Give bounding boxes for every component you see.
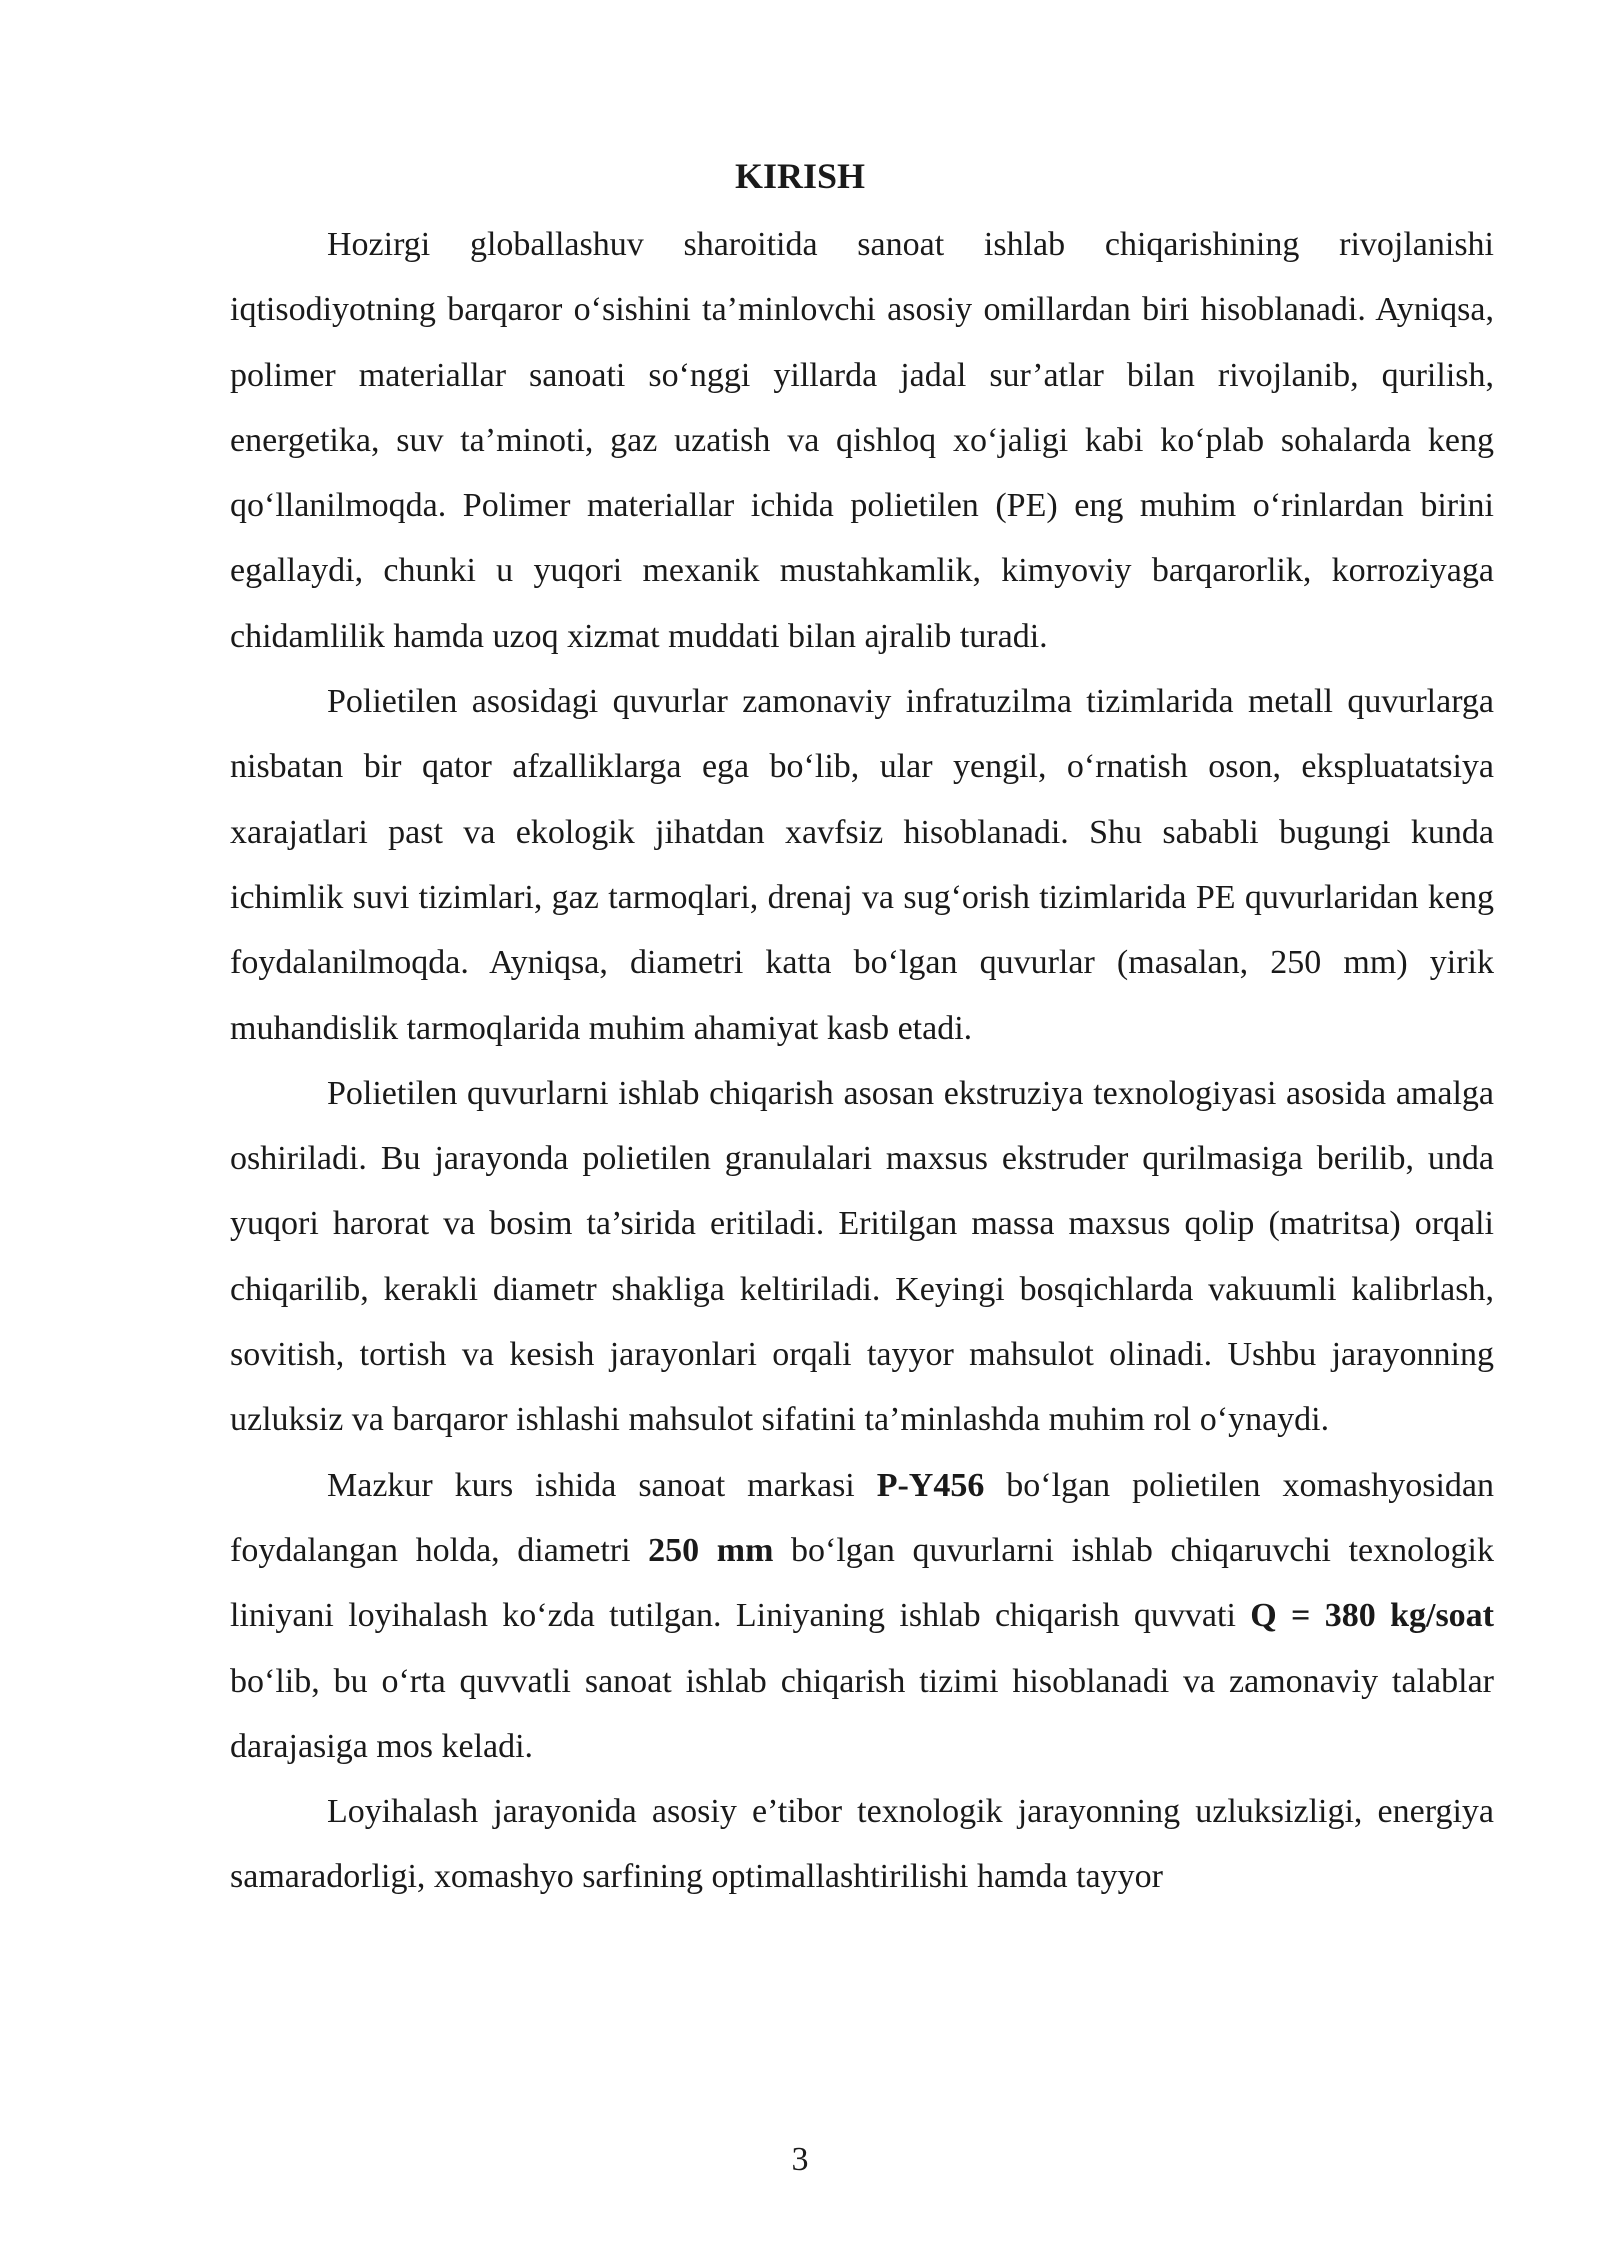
production-capacity: Q = 380 kg/soat [1250, 1597, 1494, 1635]
paragraph-3: Polietilen quvurlarni ishlab chiqarish asosan ekstruziya texnologiyasi asosida amalga oshiriladi. Bu jarayonda polietilen granulalari maxsus ekstruder qurilmasiga berilib, unda yuqori harorat va bosim ta’sirida eritiladi. Eritilgan massa maxsus qolip (matritsa) orqali chiqarilib, kerakli diametr shakliga keltiriladi. Keyingi bosqichlarda vakuumli kalibrlash, sovitish, tortish va kesish jarayonlari orqali tayyor mahsulot olinadi. Ushbu jarayonning uzluksiz va barqaror ishlashi mahsulot sifatini ta’minlashda muhim rol o‘ynaydi. [230, 1074, 1494, 1439]
section-title: KIRISH [734, 156, 866, 196]
paragraph-1: Hozirgi globallashuv sharoitida sanoat ishlab chiqarishining rivojlanishi iqtisodiyotning barqaror o‘sishini ta’minlovchi asosiy omillardan biri hisoblanadi. Ayniqsa, polimer materiallar sanoati so‘nggi yillarda jadal sur’atlar bilan rivojlanib, qurilish, energetika, suv ta’minoti, gaz uzatish va qishloq xo‘jaligi kabi ko‘plab sohalarda keng qo‘llanilmoqda. Polimer materiallar ichida polietilen (PE) eng muhim o‘rinlardan birini egallaydi, chunki u yuqori mexanik mustahkamlik, kimyoviy barqarorlik, korroziyaga chidamlilik hamda uzoq xizmat muddati bilan ajralib turadi. [230, 226, 1494, 655]
paragraph-4-text-d: bo‘lib, bu o‘rta quvvatli sanoat ishlab chiqarish tizimi hisoblanadi va zamonaviy talablar darajasiga mos keladi. [230, 1662, 1494, 1765]
material-grade: P-Y456 [876, 1466, 985, 1504]
paragraph-4-text-c: bo‘lgan quvurlarni ishlab chiqaruvchi texnologik liniyani loyihalash ko‘zda tutilgan. Liniyaning ishlab chiqarish quvvati [230, 1531, 1494, 1635]
paragraph-4 [230, 1453, 1494, 1779]
body-text [230, 212, 1494, 1910]
paragraph-5: Loyihalash jarayonida asosiy e’tibor texnologik jarayonning uzluksizligi, energiya samaradorligi, xomashyo sarfining optimallashtirilishi hamda tayyor [230, 1793, 1494, 1896]
page-number: 3 [791, 2141, 809, 2178]
paragraph-4-text-a: Mazkur kurs ishida sanoat markasi [327, 1466, 877, 1504]
paragraph-2: Polietilen asosidagi quvurlar zamonaviy infratuzilma tizimlarida metall quvurlarga nisbatan bir qator afzalliklarga ega bo‘lib, ular yengil, o‘rnatish oson, ekspluatatsiya xarajatlari past va ekologik jihatdan xavfsiz hisoblanadi. Shu sababli bugungi kunda ichimlik suvi tizimlari, gaz tarmoqlari, drenaj va sug‘orish tizimlarida PE quvurlaridan keng foydalanilmoqda. Ayniqsa, diametri katta bo‘lgan quvurlar (masalan, 250 mm) yirik muhandislik tarmoqlarida muhim ahamiyat kasb etadi. [230, 683, 1494, 1047]
pipe-diameter: 250 mm [648, 1531, 774, 1569]
paragraph-4-text-b: bo‘lgan polietilen xomashyosidan foydalangan holda, diametri [230, 1466, 1494, 1569]
